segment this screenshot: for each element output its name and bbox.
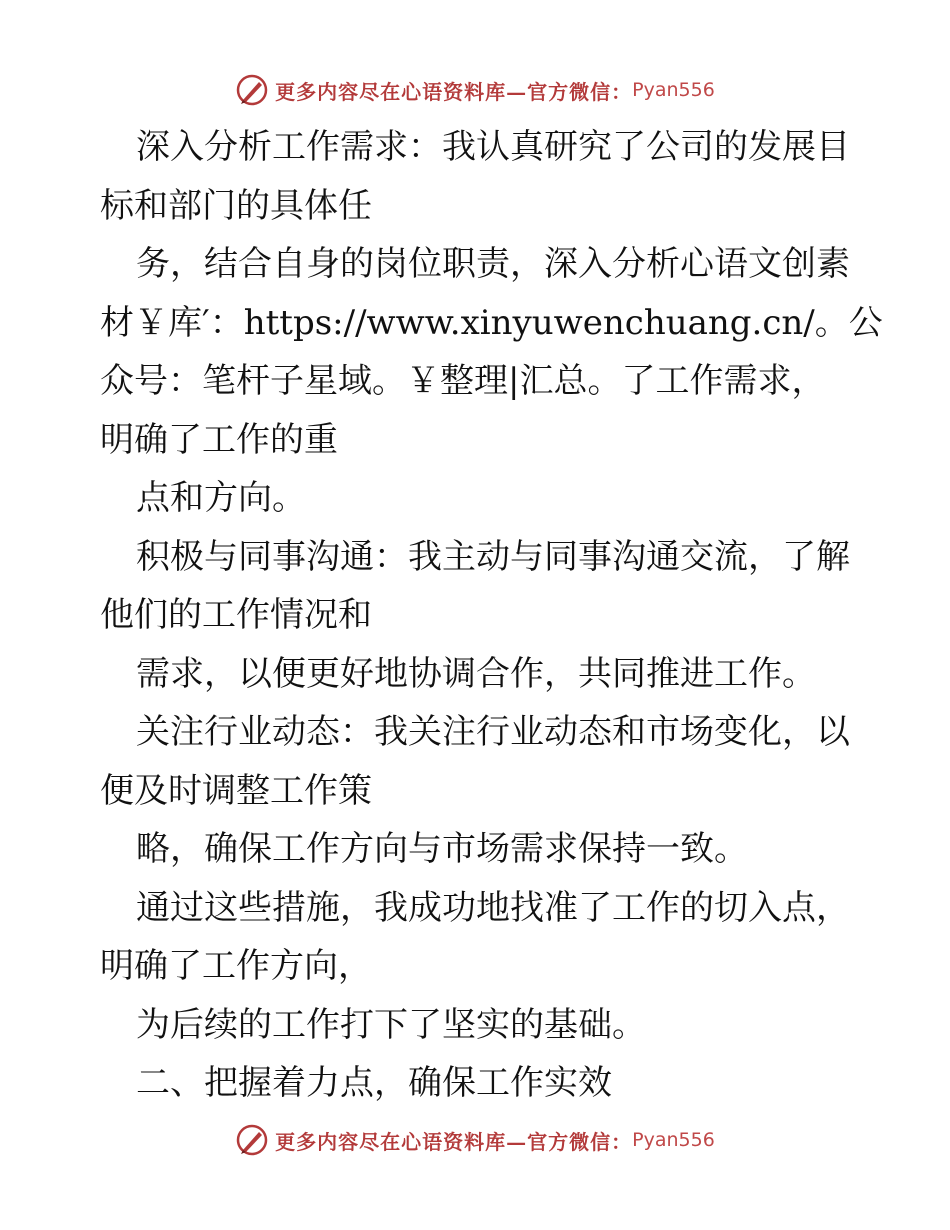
text-line: 通过这些措施，我成功地找准了工作的切入点， [136,887,850,928]
text-line: 关注行业动态：我关注行业动态和市场变化，以 [136,712,850,752]
text-line: 深入分析工作需求：我认真研究了公司的发展目 [136,127,850,167]
text-line: 便及时调整工作策 [100,770,372,811]
text-line: 略，确保工作方向与市场需求保持一致。 [136,829,748,869]
header-banner [0,70,950,110]
text-line: 务，结合自身的岗位职责，深入分析心语文创素 [136,244,850,284]
banner-wechat: Pyan556 [632,1129,715,1151]
text-line: 为后续的工作打下了坚实的基础。 [136,1004,646,1045]
text-line: 点和方向。 [136,478,306,518]
banner-wechat: Pyan556 [632,79,715,101]
section-heading: 二、把握着力点，确保工作实效 [136,1063,612,1103]
text-line: 明确了工作的重 [100,419,338,460]
text-line: 需求，以便更好地协调合作，共同推进工作。 [136,653,816,694]
text-line: 他们的工作情况和 [100,595,372,635]
text-line: 明确了工作方向， [100,946,372,986]
pen-logo-icon [235,1123,269,1157]
document-body [100,118,883,1113]
text-line: 材￥库′：https://www.xinyuwenchuang.cn/。公 [100,302,883,343]
pen-logo-icon [235,73,269,107]
text-line: 积极与同事沟通：我主动与同事沟通交流，了解 [136,536,850,577]
banner-text: 更多内容尽在心语资料库—官方微信： [275,79,633,104]
footer-banner [0,1120,950,1160]
text-line: 标和部门的具体任 [100,185,372,226]
banner-text: 更多内容尽在心语资料库—官方微信： [275,1129,633,1154]
text-line: 众号：笔杆子星域。￥整理|汇总。了工作需求， [100,361,826,401]
